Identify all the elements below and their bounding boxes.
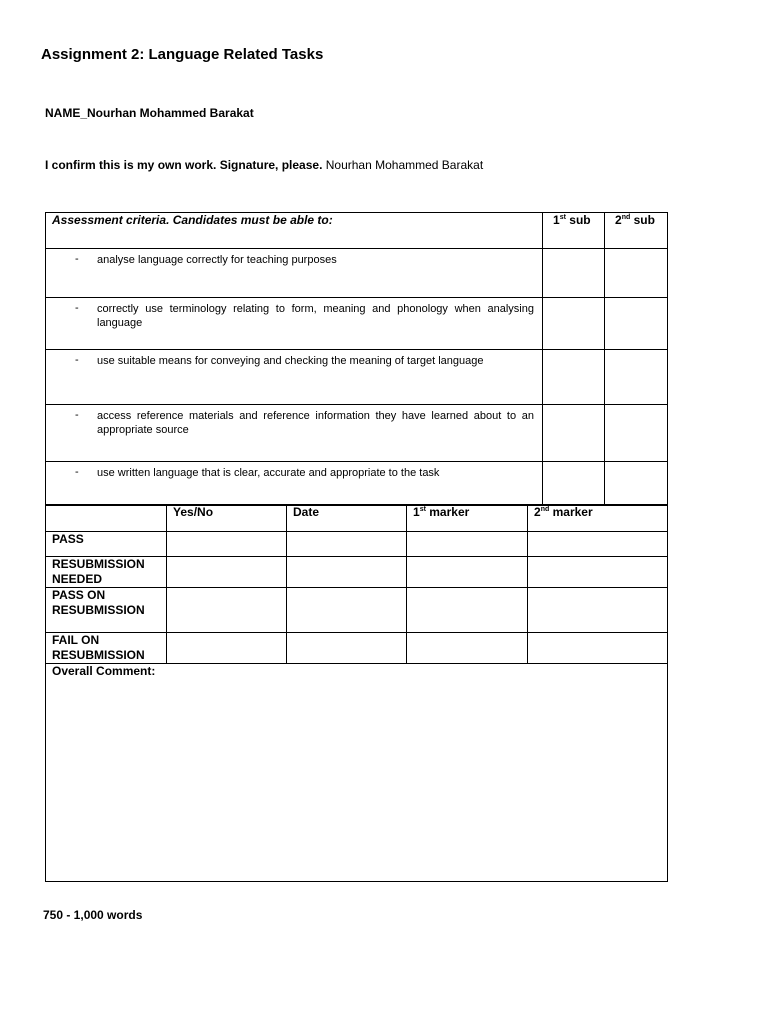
first-marker-header: 1st marker [407,505,528,532]
criterion-text: access reference materials and reference information they have learned about to an appropriate source [97,410,534,436]
second-marker-cell [528,557,668,588]
second-sub-cell [605,298,668,350]
first-sub-header: 1st sub [543,213,605,249]
result-row [46,633,668,664]
first-marker-cell [407,557,528,588]
yes-no-cell [167,557,287,588]
second-sub-cell [605,249,668,298]
second-sub-cell [605,405,668,462]
criterion-text: use written language that is clear, accurate and appropriate to the task [97,467,440,479]
date-cell [287,633,407,664]
result-label: PASS ON RESUBMISSION [46,588,167,633]
criteria-row: - use suitable means for conveying and checking the meaning of target language [46,350,668,405]
first-marker-cell [407,633,528,664]
first-sub-cell [543,249,605,298]
yes-no-cell [167,633,287,664]
result-table [45,504,668,882]
criteria-row: - analyse language correctly for teaching purposes [46,249,668,298]
criterion-text: correctly use terminology relating to form, meaning and phonology when analysing language [97,303,534,329]
yes-no-header: Yes/No [167,505,287,532]
result-row [46,588,668,633]
date-cell [287,588,407,633]
criterion-text: use suitable means for conveying and checking the meaning of target language [97,355,484,367]
criterion-text: analyse language correctly for teaching purposes [97,254,337,266]
criteria-row: - correctly use terminology relating to form, meaning and phonology when analysing language [46,298,668,350]
second-marker-cell [528,588,668,633]
second-marker-header: 2nd marker [528,505,668,532]
first-sub-cell [543,462,605,506]
criteria-row: - access reference materials and reference information they have learned about to an appropriate source [46,405,668,462]
date-cell [287,532,407,557]
candidate-name: NAME_Nourhan Mohammed Barakat [45,106,254,120]
second-marker-cell [528,532,668,557]
row-label-header [46,505,167,532]
date-header: Date [287,505,407,532]
result-row [46,557,668,588]
yes-no-cell [167,532,287,557]
assessment-criteria-table [45,212,668,506]
result-label: PASS [46,532,167,557]
first-sub-cell [543,405,605,462]
signature: Nourhan Mohammed Barakat [325,158,484,172]
first-marker-cell [407,588,528,633]
yes-no-cell [167,588,287,633]
date-cell [287,557,407,588]
result-label: FAIL ON RESUBMISSION [46,633,167,664]
result-row [46,532,668,557]
confirmation-line [45,158,483,172]
first-sub-cell [543,350,605,405]
first-marker-cell [407,532,528,557]
first-sub-cell [543,298,605,350]
criteria-row: - use written language that is clear, accurate and appropriate to the task [46,462,668,506]
second-marker-cell [528,633,668,664]
second-sub-cell [605,462,668,506]
overall-comment [46,664,668,882]
word-count: 750 - 1,000 words [43,908,143,922]
result-label: RESUBMISSION NEEDED [46,557,167,588]
second-sub-cell [605,350,668,405]
second-sub-header: 2nd sub [605,213,668,249]
confirmation-label: I confirm this is my own work. Signature, please. [45,158,323,172]
criteria-header: Assessment criteria. Candidates must be able to: [46,213,543,249]
overall-comment-label: Overall Comment: [52,664,156,678]
assignment-title: Assignment 2: Language Related Tasks [41,46,324,63]
